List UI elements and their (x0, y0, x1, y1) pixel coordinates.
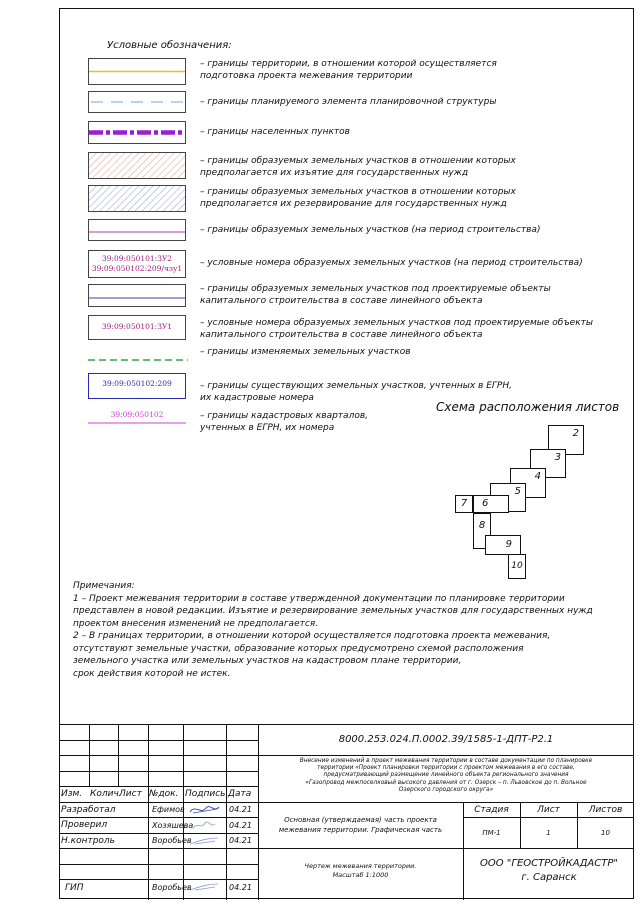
sheets-total-header: Листов (588, 805, 623, 815)
role-gip: ГИП (65, 883, 84, 893)
swatch-construction-numbers: 39:09:050101:ЗУ2 39:09:050102:209/чзу1 (88, 250, 186, 278)
swatch-construction (88, 219, 186, 241)
stage-value: ПМ-1 (482, 829, 501, 837)
swatch-linear (88, 284, 186, 307)
company: ООО "ГЕОСТРОЙКАДАСТР" г. Саранск (480, 858, 618, 883)
legend-item-linear-numbers: – условные номера образуемых земельных участков под проектируемые объекты капитального строительства в составе линейного объекта (200, 318, 593, 340)
name-checker: Хозяшева (152, 821, 194, 830)
signature-gip (187, 881, 221, 893)
legend-item-existing: – границы существующих земельных участков, учтенных в ЕГРН, их кадастровые номера (200, 381, 512, 403)
hdr-ndok: №док. (149, 789, 179, 799)
sheet-6: 6 (473, 495, 509, 513)
sheet-2: 2 (548, 425, 584, 455)
legend-item-withdrawal: – границы образуемых земельных участков в отношении которых предполагается их изъятие для государственных нужд (200, 156, 516, 178)
swatch-planning (88, 91, 186, 113)
swatch-reserve (88, 185, 186, 212)
date-checker: 04.21 (229, 821, 252, 830)
swatch-existing: 39:09:050102:209 (88, 373, 186, 399)
legend-title: Условные обозначения: (107, 40, 232, 51)
legend-item-planning: – границы планируемого элемента планировочной структуры (200, 97, 497, 107)
name-gip: Воробьев (152, 883, 192, 892)
sheet-value: 1 (546, 829, 551, 837)
swatch-linear-numbers: 39:09:050101:ЗУ1 (88, 315, 186, 340)
swatch-changed (88, 350, 188, 369)
sheet-7: 7 (455, 495, 473, 513)
date-norm-control: 04.21 (229, 836, 252, 845)
legend-item-changed: – границы изменяемых земельных участков (200, 347, 411, 357)
swatch-withdrawal (88, 152, 186, 179)
drawing-title: Чертеж межевания территории. Масштаб 1:1000 (304, 862, 417, 879)
role-norm-control: Н.контроль (61, 836, 115, 846)
scheme-title: Схема расположения листов (436, 400, 620, 414)
legend-item-linear: – границы образуемых земельных участков под проектируемые объекты капитального строительства в составе линейного объекта (200, 284, 551, 306)
legend-item-territory: – границы территории, в отношении которой осуществляется подготовка проекта межевания территории (200, 59, 497, 81)
name-developer: Ефимов (152, 805, 185, 814)
hdr-izm: Изм. (61, 789, 83, 799)
legend-item-settlement: – границы населенных пунктов (200, 127, 350, 137)
signature-developer (187, 803, 223, 816)
hdr-podpis: Подпись (185, 789, 226, 799)
role-checker: Проверил (61, 820, 108, 830)
document-description: Внесение изменений в проект межевания территории в составе документации по планировке территории «Проект планировки территории с проектом межевания в его составе, предусматривающий размещение линейного объекта регионального значения «Газопровод межпоселковый высокого давления от г. Озерск – п. Львовское до п. Вольное Озерского городского округа» (299, 758, 593, 793)
sheet-10: 10 (508, 554, 526, 579)
part-title: Основная (утверждаемая) часть проекта межевания территории. Графическая часть (278, 816, 443, 834)
title-block (59, 724, 634, 899)
date-developer: 04.21 (229, 805, 252, 814)
sheet-9: 9 (485, 535, 521, 555)
sheet-3: 3 (530, 449, 566, 478)
role-developer: Разработал (61, 805, 116, 815)
legend-item-construction-numbers: – условные номера образуемых земельных участков (на период строительства) (200, 258, 583, 268)
notes-title: Примечания: (73, 581, 135, 591)
name-norm-control: Воробьев (152, 836, 192, 845)
hdr-data: Дата (228, 789, 252, 799)
swatch-settlement (88, 121, 186, 144)
legend-item-reserve: – границы образуемых земельных участков в отношении которых предполагается их резервирование для государственных нужд (200, 187, 516, 209)
hdr-kolich: Колич. (90, 789, 122, 799)
sheet-5: 5 (490, 483, 526, 512)
notes: Примечания: 1 – Проект межевания территории в составе утвержденной документации по планировке территории представлен в новой редакции. Изъятие и резервирование земельных участков для государственных нужд проектом внесения изменений не предполагается. 2 – В границах территории, в отношении которой осуществляется подготовка проекта межевания, отсутствуют земельные участки, образование которых предусмотрено схемой расположения земельного участка или земельных участков на кадастровом плане территории, срок действия которой не истек. (73, 581, 593, 679)
document-code: 8000.253.024.П.0002.39/1585-1-ДПТ-Р2.1 (338, 734, 554, 745)
swatch-quarter: 39:09:050102 (110, 410, 164, 419)
sheets-total-value: 10 (601, 829, 610, 837)
sheet-8: 8 (473, 513, 491, 549)
legend-item-construction: – границы образуемых земельных участков (на период строительства) (200, 225, 541, 235)
signature-norm-control (187, 835, 221, 847)
sheet-4: 4 (510, 468, 546, 498)
swatch-territory (88, 58, 186, 85)
hdr-list: Лист (119, 789, 142, 799)
legend-item-quarter: – границы кадастровых кварталов, учтенных в ЕГРН, их номера (200, 411, 368, 433)
sheet-header: Лист (537, 805, 560, 815)
stage-header: Стадия (474, 805, 509, 815)
date-gip: 04.21 (229, 883, 252, 892)
signature-checker (189, 819, 219, 832)
